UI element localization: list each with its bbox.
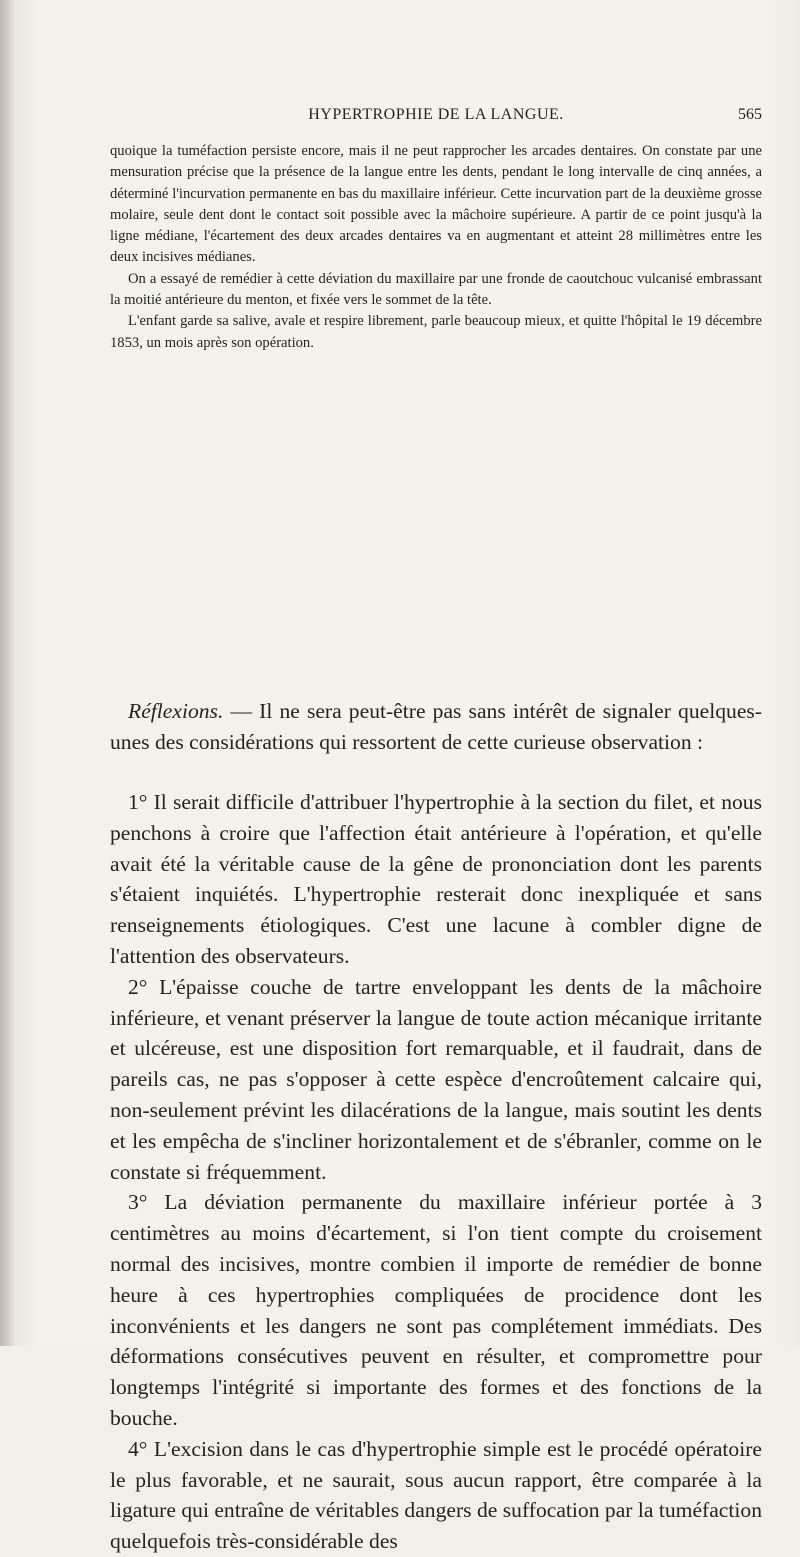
case-notes [110, 141, 762, 354]
reflexions-intro [110, 696, 762, 758]
binding-shadow [0, 0, 14, 1346]
reflexion-point: 1° Il serait difficile d'attribuer l'hypertrophie à la section du filet, et nous penchons à croire que l'affection était antérieure à l'opération, et qu'elle avait été la véritable cause de la gêne de prononciation dont les parents s'étaient inquiétés. L'hypertrophie resterait donc inexpliquée et sans renseignements étiologiques. C'est une lacune à combler digne de l'attention des observateurs. [110, 790, 762, 968]
reflexion-point: 3° La déviation permanente du maxillaire inférieur portée à 3 centimètres au moins d'écartement, si l'on tient compte du croisement normal des incisives, montre combien il importe de remédier de bonne heure à ces hypertrophies compliquées de procidence dont les inconvénients et les dangers ne sont pas complétement immédiats. Des déformations consécutives peuvent en résulter, et compromettre pour longtemps l'intégrité si importante des formes et des fonctions de la bouche. [110, 1190, 762, 1430]
reflexions-section [110, 699, 762, 1557]
case-paragraph: On a essayé de remédier à cette déviation du maxillaire par une fronde de caoutchouc vulcanisé embrassant la moitié antérieure du menton, et fixée vers le sommet de la tête. [110, 270, 762, 309]
case-paragraph: quoique la tuméfaction persiste encore, mais il ne peut rapprocher les arcades dentaires. On constate par une mensuration précise que la présence de la langue entre les dents, pendant le long intervalle de cinq années, a déterminé l'incurvation permanente en bas du maxillaire inférieur. Cette incurvation part de la deuxième grosse molaire, seule dent dont le contact soit possible avec la mâchoire supérieure. A partir de ce point jusqu'à la ligne médiane, l'écartement des deux arcades dentaires va en augmentant et atteint 28 millimètres entre les deux incisives médianes. [110, 143, 762, 266]
reflexion-point: 4° L'excision dans le cas d'hypertrophie simple est le procédé opératoire le plus favorable, et ne saurait, sous aucun rapport, être comparée à la ligature qui entraîne de véritables dangers de suffocation par la tuméfaction quelquefois très-considérable des [110, 1436, 762, 1554]
running-title: HYPERTROPHIE DE LA LANGUE. [308, 106, 564, 123]
reflexion-point: 2° L'épaisse couche de tartre enveloppant les dents de la mâchoire inférieure, et venant préserver la langue de toute action mécanique irritante et ulcéreuse, est une disposition fort remarquable, et il faudrait, dans de pareils cas, ne pas s'opposer à cette espèce d'encroûtement calcaire qui, non-seulement prévint les dilacérations de la langue, mais soutint les dents et les empêcha de s'incliner horizontalement et de s'ébranler, comme on le constate si fréquemment. [110, 974, 762, 1184]
case-paragraph: L'enfant garde sa salive, avale et respire librement, parle beaucoup mieux, et quitte l'hôpital le 19 décembre 1853, un mois après son opération. [110, 313, 762, 351]
page-number: 565 [738, 106, 762, 123]
reflexions-intro-text: — Il ne sera peut-être pas sans intérêt de signaler quelques-unes des considérations qui ressortent de cette curieuse observation : [110, 699, 762, 754]
reflexions-label: Réflexions. [128, 699, 224, 723]
page-header [110, 106, 762, 130]
